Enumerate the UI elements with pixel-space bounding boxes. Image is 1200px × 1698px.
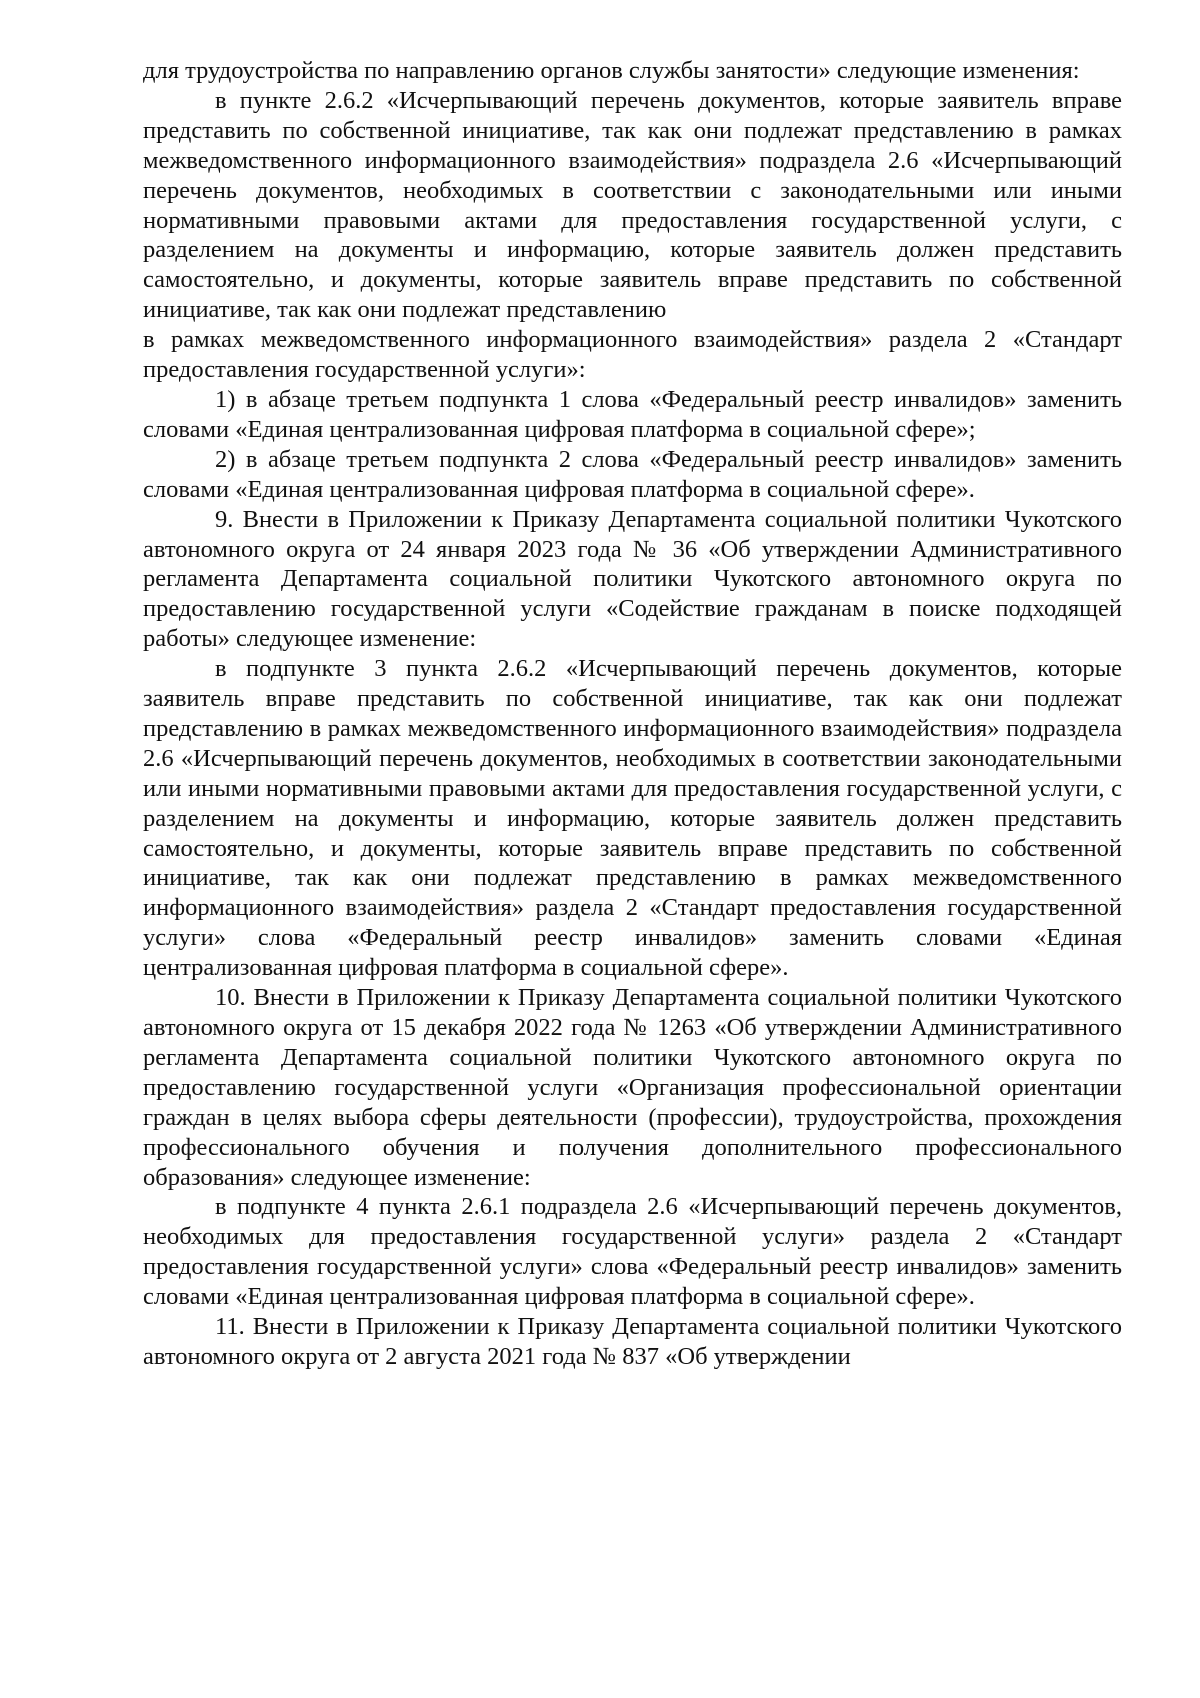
document-page — [143, 56, 1122, 1372]
paragraph-8: 10. Внести в Приложении к Приказу Департамента социальной политики Чукотского автономного округа от 15 декабря 2022 года № 1263 «Об утверждении Административного регламента Департамента социальной политики Чукотского автономного округа по предоставлению государственной услуги «Организация профессиональной ориентации граждан в целях выбора сферы деятельности (профессии), трудоустройства, прохождения профессионального обучения и получения дополнительного профессионального образования» следующее изменение: — [143, 984, 1122, 1191]
paragraph-2: в пункте 2.6.2 «Исчерпывающий перечень документов, которые заявитель вправе представить по собственной инициативе, так как они подлежат представлению в рамках межведомственного информационного взаимодействия» подраздела 2.6 «Исчерпывающий перечень документов, необходимых в соответствии с законодательными или иными нормативными правовыми актами для предоставления государственной услуги, с разделением на документы и информацию, которые заявитель должен представить самостоятельно, и документы, которые заявитель вправе представить по собственной инициативе, так как они подлежат представлению — [143, 86, 1122, 324]
paragraph-6: 9. Внести в Приложении к Приказу Департамента социальной политики Чукотского автономного округа от 24 января 2023 года № 36 «Об утверждении Административного регламента Департамента социальной политики Чукотского автономного округа по предоставлению государственной услуги «Содействие гражданам в поиске подходящей работы» следующее изменение: — [143, 505, 1122, 653]
paragraph-3: в рамках межведомственного информационного взаимодействия» раздела 2 «Стандарт предоставления государственной услуги»: — [143, 326, 1122, 384]
paragraph-1: для трудоустройства по направлению органов службы занятости» следующие изменения: — [143, 57, 1080, 84]
paragraph-5: 2) в абзаце третьем подпункта 2 слова «Федеральный реестр инвалидов» заменить словами «Единая централизованная цифровая платформа в социальной сфере». — [143, 445, 1122, 503]
paragraph-10: 11. Внести в Приложении к Приказу Департамента социальной политики Чукотского автономного округа от 2 августа 2021 года № 837 «Об утверждении — [143, 1313, 1122, 1370]
paragraph-4: 1) в абзаце третьем подпункта 1 слова «Федеральный реестр инвалидов» заменить словами «Единая централизованная цифровая платформа в социальной сфере»; — [143, 385, 1122, 443]
paragraph-9: в подпункте 4 пункта 2.6.1 подраздела 2.6 «Исчерпывающий перечень документов, необходимых для предоставления государственной услуги» раздела 2 «Стандарт предоставления государственной услуги» слова «Федеральный реестр инвалидов» заменить словами «Единая централизованная цифровая платформа в социальной сфере». — [143, 1193, 1122, 1311]
paragraph-7: в подпункте 3 пункта 2.6.2 «Исчерпывающий перечень документов, которые заявитель вправе представить по собственной инициативе, так как они подлежат представлению в рамках межведомственного информационного взаимодействия» подраздела 2.6 «Исчерпывающий перечень документов, необходимых в соответствии законодательными или иными нормативными правовыми актами для предоставления государственной услуги, с разделением на документы и информацию, которые заявитель должен представить самостоятельно, и документы, которые заявитель вправе представить по собственной инициативе, так как они подлежат представлению в рамках межведомственного информационного взаимодействия» раздела 2 «Стандарт предоставления государственной услуги» слова «Федеральный реестр инвалидов» заменить словами «Единая централизованная цифровая платформа в социальной сфере». — [143, 655, 1122, 982]
